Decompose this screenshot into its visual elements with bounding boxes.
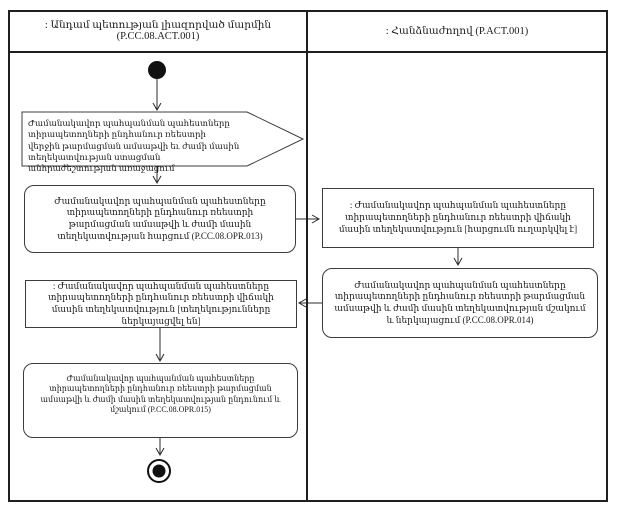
action-node-process-present-opr014: Ժամանակավոր պահպանման պահեստները տիրապետողների ընդհանուր ռեեստրի թարմացման ամսաթվի և ժամի մասին տեղեկատվության մշակում և ներկայացում (P.CC.08.OPR.014) — [322, 268, 598, 338]
lane-title-member-state-authority: : Անդամ պետության լիազորված մարմին (P.CC.08.ACT.001) — [44, 20, 272, 42]
object-node-request-sent: : Ժամանակավոր պահպանման պահեստները տիրապետողների ընդհանուր ռեեստրի վիճակի մասին տեղեկատվություն [հարցումն ուղարկվել է] — [322, 188, 594, 248]
object-node-info-presented: : Ժամանակավոր պահպանման պահեստները տիրապետողների ընդհանուր ռեեստրի վիճակի մասին տեղեկատվություն [տեղեկությունները ներկայացվել են] — [25, 280, 297, 328]
lane-header-separator — [8, 51, 608, 53]
lane-divider — [306, 10, 308, 502]
signal-trigger-label: Ժամանակավոր պահպանման պահեստները տիրապետողների ընդհանուր ռեեստրի վերջին թարմացման ամսաթվի եւ ժամի մասին տեղեկատվության ստացման անհրաժեշտության առաջացում — [28, 118, 240, 174]
action-node-receive-process-opr015: Ժամանակավոր պահպանման պահեստները տիրապետողների ընդհանուր ռեեստրի թարմացման ամսաթվի և ժամի մասին տեղեկատվության ընդունում և մշակում (P.CC.08.OPR.015) — [23, 363, 298, 438]
lane-title-commission: : Հանձնաժողով (P.ACT.001) — [385, 25, 529, 37]
action-node-request-opr013: Ժամանակավոր պահպանման պահեստները տիրապետողների ընդհանուր ռեեստրի թարմացման ամսաթվի և ժամի մասին տեղեկատվության հարցում (P.CC.08.OPR.013) — [24, 185, 296, 253]
